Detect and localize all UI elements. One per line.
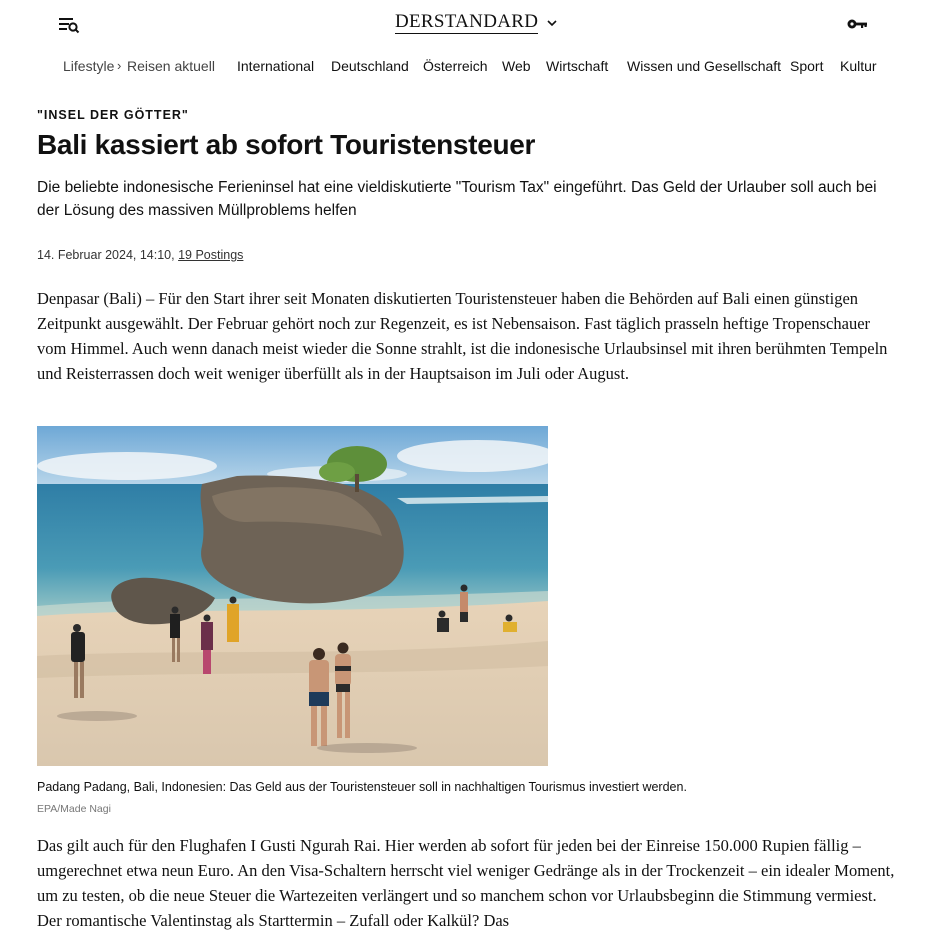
breadcrumb-separator: ›: [117, 58, 122, 73]
article-kicker: "INSEL DER GÖTTER": [37, 108, 189, 122]
nav-item-sport[interactable]: Sport: [790, 58, 824, 74]
nav-item-wirtschaft[interactable]: Wirtschaft: [546, 58, 609, 74]
nav-item-oesterreich[interactable]: Österreich: [423, 58, 488, 74]
article-image[interactable]: [37, 426, 548, 766]
image-caption: Padang Padang, Bali, Indonesien: Das Geld aus der Touristensteuer soll in nachhaltigen Tourismus investiert werden.: [37, 780, 687, 794]
breadcrumb-lifestyle[interactable]: Lifestyle: [63, 58, 115, 74]
menu-search-icon[interactable]: [57, 14, 81, 36]
section-navigation: [0, 56, 925, 78]
key-icon[interactable]: [845, 14, 869, 34]
beach-photo: [37, 426, 548, 766]
site-header: [0, 0, 925, 48]
nav-item-deutschland[interactable]: Deutschland: [331, 58, 409, 74]
nav-item-kultur[interactable]: Kultur: [840, 58, 877, 74]
breadcrumb-reisen-aktuell[interactable]: Reisen aktuell: [127, 58, 215, 74]
postings-link[interactable]: 19 Postings: [178, 248, 244, 262]
site-logo[interactable]: DERSTANDARD: [395, 11, 539, 32]
nav-item-wissen-und-gesellschaft[interactable]: Wissen und Gesellschaft: [627, 58, 782, 74]
article-lead: Die beliebte indonesische Ferieninsel hat eine vieldiskutierte "Tourism Tax" eingeführt. Das Geld der Urlauber soll auch bei der Lösung des massiven Müllproblems helfen: [37, 179, 877, 219]
article-meta: [37, 248, 243, 262]
image-credit: EPA/Made Nagi: [37, 803, 111, 815]
article-title: Bali kassiert ab sofort Touristensteuer: [37, 129, 536, 160]
nav-item-international[interactable]: International: [237, 58, 315, 74]
article-paragraph: Das gilt auch für den Flughafen I Gusti Ngurah Rai. Hier werden ab sofort für jeden bei der Einreise 150.000 Rupien fällig – umgerechnet etwa neun Euro. An den Visa-Schaltern herrscht viel weniger Gedränge als in der Trockenzeit – ein idealer Moment, um zu testen, ob die neue Steuer die Wartezeiten verlängert und so manchem schon vor Urlaubsbeginn die Stimmung vermiest. Der romantische Valentinstag als Starttermin – Zufall oder Kalkül? Das: [37, 836, 895, 930]
chevron-down-icon[interactable]: [545, 16, 559, 30]
article-date: 14. Februar 2024, 14:10,: [37, 248, 175, 262]
article-paragraph: Denpasar (Bali) – Für den Start ihrer seit Monaten diskutierten Touristensteuer haben die Behörden auf Bali einen günstigen Zeitpunkt ausgewählt. Der Februar gehört noch zur Regenzeit, es ist Nebensaison. Fast täglich prasseln heftige Tropenschauer vom Himmel. Auch wenn danach meist wieder die Sonne strahlt, ist die indonesische Urlaubsinsel mit ihren berühmten Tempeln und Reisterrassen doch weit weniger überfüllt als in der Hauptsaison im Juli oder August.: [37, 289, 888, 383]
nav-item-web[interactable]: Web: [502, 58, 531, 74]
